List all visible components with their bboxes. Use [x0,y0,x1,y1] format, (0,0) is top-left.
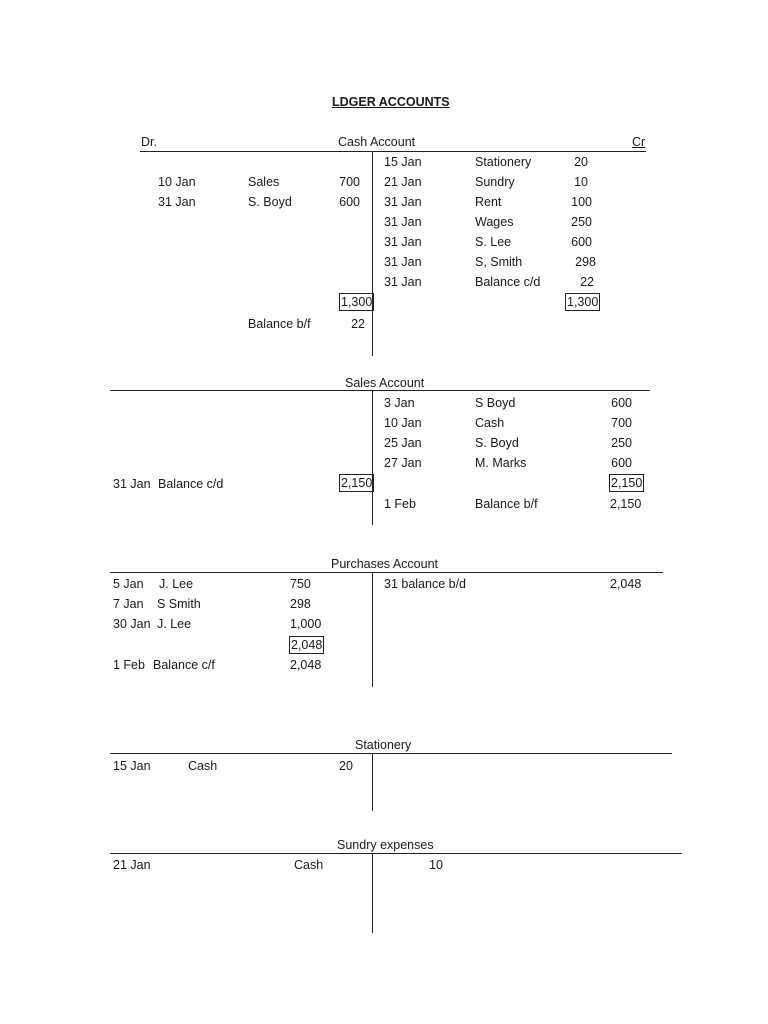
cash-cr-amount: 20 [574,155,588,169]
cash-dr-desc: Sales [248,175,280,189]
purchases-cf-date: 1 Feb [113,658,145,672]
cash-cr-date: 31 Jan [384,255,422,269]
stationery-account-divider [372,753,373,811]
purchases-cf-amount: 2,048 [290,658,322,672]
purchases-dr-amount: 750 [290,577,311,591]
sales-cr-date: 27 Jan [384,456,422,470]
cash-dr-amount: 700 [339,175,360,189]
cash-cr-desc: Balance c/d [475,275,541,289]
cash-cr-total: 1,300 [567,295,599,309]
purchases-dr-desc: J. Lee [157,617,192,631]
sales-cr-date: 3 Jan [384,396,415,410]
cash-cr-amount: 298 [575,255,596,269]
purchases-cr-desc: 31 balance b/d [384,577,467,591]
cash-cr-amount: 10 [574,175,588,189]
sales-bf-desc: Balance b/f [475,497,538,511]
sales-dr-desc: Balance c/d [158,477,224,491]
purchases-cr-amount: 2,048 [610,577,642,591]
cash-dr-amount: 600 [339,195,360,209]
purchases-dr-desc: S Smith [157,597,201,611]
sales-cr-date: 10 Jan [384,416,422,430]
sales-cr-desc: S. Boyd [475,436,519,450]
cash-cr-desc: Sundry [475,175,515,189]
cash-dr-desc: S. Boyd [248,195,292,209]
sales-cr-amount: 600 [611,396,632,410]
cash-cr-date: 31 Jan [384,275,422,289]
stationery-account-title: Stationery [355,738,412,752]
sales-cr-amount: 600 [611,456,632,470]
sundry-amount: 10 [429,858,443,872]
cash-cr-date: 31 Jan [384,215,422,229]
sales-account-title: Sales Account [345,376,425,390]
page-title: LDGER ACCOUNTS [332,95,450,109]
sales-cr-total: 2,150 [611,476,643,490]
purchases-dr-total: 2,048 [291,638,323,652]
purchases-dr-date: 7 Jan [113,597,144,611]
purchases-account-title: Purchases Account [331,557,439,571]
purchases-dr-amount: 1,000 [290,617,322,631]
credit-label: Cr [632,135,646,149]
sundry-dr-date: 21 Jan [113,858,151,872]
stationery-dr-amount: 20 [339,759,353,773]
cash-account-rule [140,151,646,152]
stationery-account-rule [110,753,672,754]
sales-cr-desc: M. Marks [475,456,527,470]
cash-cr-desc: S, Smith [475,255,523,269]
sales-cr-amount: 250 [611,436,632,450]
cash-cr-desc: Rent [475,195,502,209]
purchases-account-divider [372,572,373,687]
cash-balance-bf-amount: 22 [351,317,365,331]
purchases-dr-date: 5 Jan [113,577,144,591]
debit-label: Dr. [141,135,157,149]
sales-bf-amount: 2,150 [610,497,642,511]
purchases-cf-desc: Balance c/f [153,658,215,672]
cash-account-divider [372,151,373,356]
cash-cr-date: 21 Jan [384,175,422,189]
stationery-dr-date: 15 Jan [113,759,151,773]
sales-dr-date: 31 Jan [113,477,151,491]
sales-account-divider [372,390,373,525]
stationery-dr-desc: Cash [188,759,218,773]
cash-cr-amount: 600 [571,235,592,249]
purchases-account-rule [110,572,663,573]
cash-dr-date: 31 Jan [158,195,196,209]
cash-dr-total: 1,300 [341,295,373,309]
cash-balance-bf-desc: Balance b/f [248,317,311,331]
cash-cr-date: 31 Jan [384,235,422,249]
cash-cr-desc: S. Lee [475,235,512,249]
sundry-account-rule [110,853,682,854]
sales-cr-desc: S Boyd [475,396,516,410]
purchases-dr-date: 30 Jan [113,617,151,631]
sundry-dr-desc: Cash [294,858,324,872]
cash-cr-desc: Stationery [475,155,532,169]
sales-dr-total: 2,150 [341,476,373,490]
sales-cr-date: 25 Jan [384,436,422,450]
cash-cr-date: 31 Jan [384,195,422,209]
cash-cr-amount: 100 [571,195,592,209]
cash-account-title: Cash Account [338,135,416,149]
sales-cr-amount: 700 [611,416,632,430]
purchases-dr-amount: 298 [290,597,311,611]
sundry-account-title: Sundry expenses [337,838,434,852]
cash-cr-amount: 250 [571,215,592,229]
cash-cr-amount: 22 [580,275,594,289]
sales-account-rule [110,390,650,391]
purchases-dr-desc: J. Lee [159,577,194,591]
sales-cr-desc: Cash [475,416,505,430]
cash-cr-date: 15 Jan [384,155,422,169]
sales-bf-date: 1 Feb [384,497,416,511]
cash-dr-date: 10 Jan [158,175,196,189]
cash-cr-desc: Wages [475,215,514,229]
sundry-account-divider [372,853,373,933]
